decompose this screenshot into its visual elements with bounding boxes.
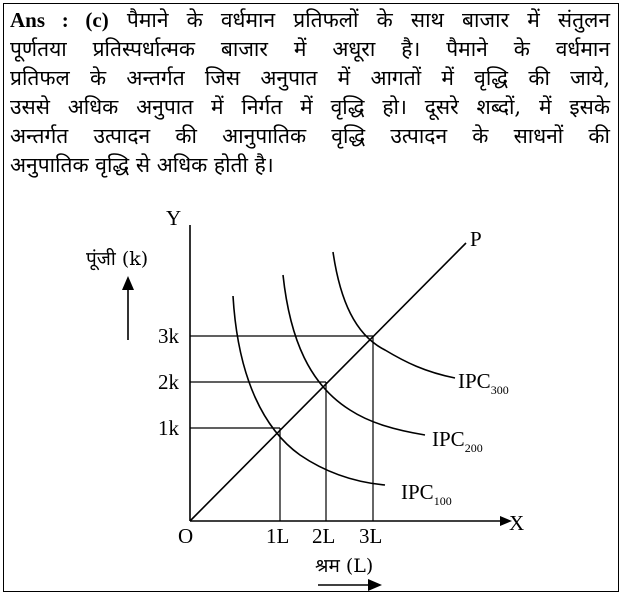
y-tick-1k: 1k [158,416,179,440]
x-axis-letter: X [509,511,525,535]
answer-line-4: उससे अधिक अनुपात में निर्गत में वृद्धि हो। दूसरे शब्दों, में इसके [10,95,610,119]
y-tick-3k: 3k [158,324,179,348]
label-ipc100: $IPC_{100}$ [401,480,452,508]
answer-line-3: प्रतिफल के अन्तर्गत जिस अनुपात में आगतों में वृद्धि की जाये, [10,66,610,90]
answer-line-5: अन्तर्गत उत्पादन की आनुपातिक वृद्धि उत्पादन के साधनों की [10,124,610,148]
origin-label: O [178,524,194,548]
answer-line-1: पैमाने के वर्धमान प्रतिफलों के साथ बाजार में संतुलन [126,8,610,32]
x-tick-2l: 2L [312,524,336,548]
y-tick-2k: 2k [158,370,179,394]
x-tick-1l: 1L [266,524,290,548]
label-ipc200: $IPC_{200}$ [432,427,483,455]
x-axis-title: श्रम (L) [315,555,374,577]
answer-line-6: अनुपातिक वृद्धि से अधिक होती है। [10,153,274,177]
y-axis-title: पूंजी (k) [86,248,149,270]
answer-prefix: Ans : (c) [10,8,109,32]
labour-arrow-head [368,579,382,591]
answer-line-2: पूर्णतया प्रतिस्पर्धात्मक बाजार में अधूरा है। पैमाने के वर्धमान [10,37,610,61]
x-tick-3l: 3L [359,524,383,548]
capital-arrow-head [122,276,134,290]
ray-label: P [470,227,482,251]
isoquant-ipc100 [233,296,385,485]
y-axis-letter: Y [166,206,182,230]
label-ipc300: $IPC_{300}$ [458,369,509,397]
